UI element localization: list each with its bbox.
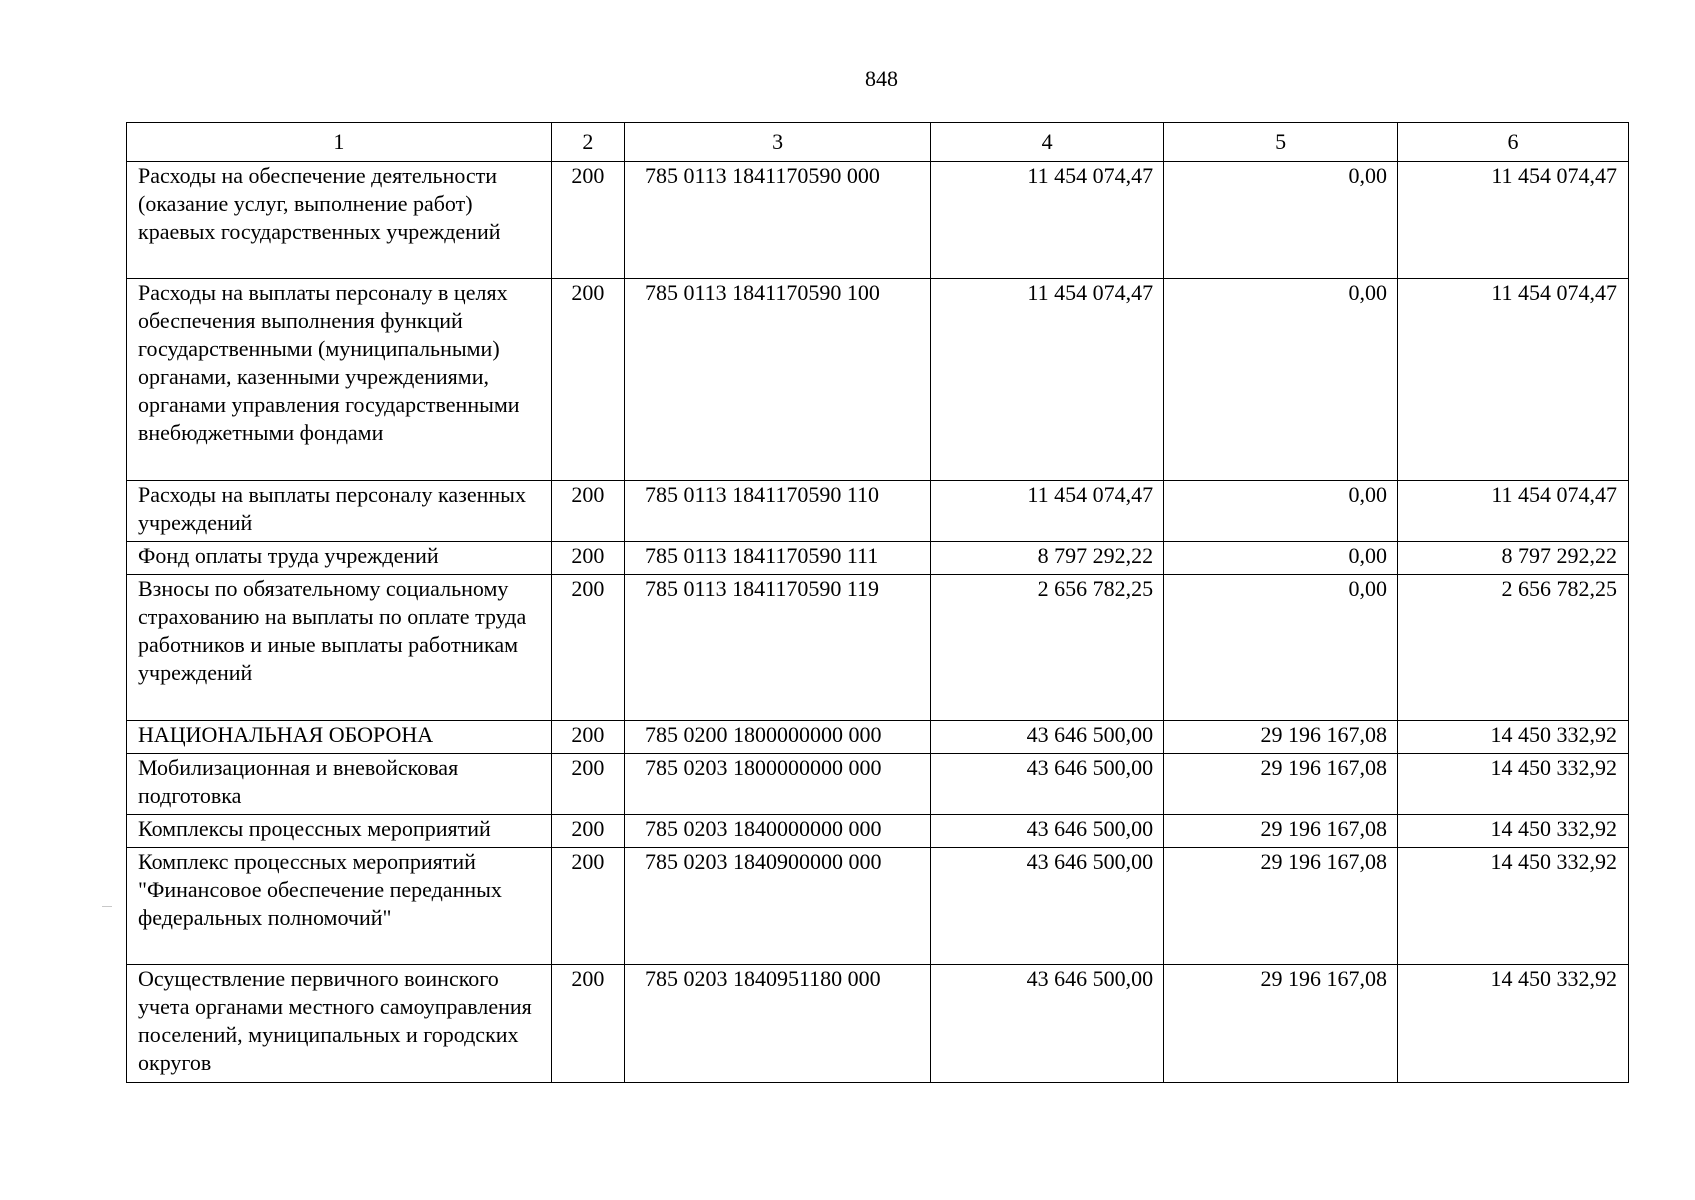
row-executed: 29 196 167,08: [1164, 965, 1398, 1083]
table-row: [127, 162, 1629, 279]
row-approved: 8 797 292,22: [931, 542, 1164, 575]
header-col-2: 2: [551, 123, 624, 162]
row-group: 200: [551, 965, 624, 1083]
row-group: 200: [551, 721, 624, 754]
row-remaining: 14 450 332,92: [1398, 848, 1629, 965]
header-col-4: 4: [931, 123, 1164, 162]
row-approved: 2 656 782,25: [931, 575, 1164, 721]
row-code: 785 0200 1800000000 000: [624, 721, 930, 754]
row-remaining: 14 450 332,92: [1398, 815, 1629, 848]
row-approved: 11 454 074,47: [931, 481, 1164, 542]
row-remaining: 2 656 782,25: [1398, 575, 1629, 721]
row-remaining: 11 454 074,47: [1398, 162, 1629, 279]
row-name: Осуществление первичного воинского учета органами местного самоуправления поселений, муниципальных и городских округов: [127, 965, 552, 1083]
header-col-3: 3: [624, 123, 930, 162]
header-col-5: 5: [1164, 123, 1398, 162]
table-row: [127, 481, 1629, 542]
row-executed: 0,00: [1164, 542, 1398, 575]
row-approved: 43 646 500,00: [931, 721, 1164, 754]
row-code: 785 0113 1841170590 111: [624, 542, 930, 575]
row-remaining: 11 454 074,47: [1398, 481, 1629, 542]
table-row: [127, 279, 1629, 481]
row-executed: 0,00: [1164, 279, 1398, 481]
row-executed: 0,00: [1164, 481, 1398, 542]
row-approved: 43 646 500,00: [931, 848, 1164, 965]
row-name: Расходы на выплаты персоналу в целях обеспечения выполнения функций государственными (муниципальными) органами, казенными учреждениями, органами управления государственными внебюджетными фондами: [127, 279, 552, 481]
row-code: 785 0203 1840951180 000: [624, 965, 930, 1083]
row-remaining: 8 797 292,22: [1398, 542, 1629, 575]
row-group: 200: [551, 481, 624, 542]
row-code: 785 0203 1840900000 000: [624, 848, 930, 965]
row-name: Комплексы процессных мероприятий: [127, 815, 552, 848]
table-row: [127, 815, 1629, 848]
scan-artifact: [102, 906, 112, 907]
row-remaining: 14 450 332,92: [1398, 721, 1629, 754]
row-remaining: 14 450 332,92: [1398, 965, 1629, 1083]
row-code: 785 0113 1841170590 110: [624, 481, 930, 542]
header-col-6: 6: [1398, 123, 1629, 162]
row-code: 785 0113 1841170590 100: [624, 279, 930, 481]
row-group: 200: [551, 575, 624, 721]
row-executed: 29 196 167,08: [1164, 848, 1398, 965]
row-approved: 43 646 500,00: [931, 754, 1164, 815]
row-name: Фонд оплаты труда учреждений: [127, 542, 552, 575]
row-name: Расходы на обеспечение деятельности (оказание услуг, выполнение работ) краевых государственных учреждений: [127, 162, 552, 279]
table-row: [127, 965, 1629, 1083]
table-row: [127, 542, 1629, 575]
row-group: 200: [551, 279, 624, 481]
row-remaining: 11 454 074,47: [1398, 279, 1629, 481]
table-header-row: [127, 123, 1629, 162]
row-executed: 29 196 167,08: [1164, 721, 1398, 754]
row-code: 785 0203 1800000000 000: [624, 754, 930, 815]
row-code: 785 0113 1841170590 000: [624, 162, 930, 279]
row-group: 200: [551, 754, 624, 815]
table-row: [127, 848, 1629, 965]
table-row: [127, 754, 1629, 815]
row-approved: 43 646 500,00: [931, 815, 1164, 848]
row-group: 200: [551, 542, 624, 575]
row-approved: 11 454 074,47: [931, 279, 1164, 481]
header-col-1: 1: [127, 123, 552, 162]
row-executed: 29 196 167,08: [1164, 754, 1398, 815]
table-row: [127, 575, 1629, 721]
row-remaining: 14 450 332,92: [1398, 754, 1629, 815]
row-name: Комплекс процессных мероприятий "Финансовое обеспечение переданных федеральных полномочий": [127, 848, 552, 965]
row-name: Взносы по обязательному социальному страхованию на выплаты по оплате труда работников и иные выплаты работникам учреждений: [127, 575, 552, 721]
row-group: 200: [551, 815, 624, 848]
row-executed: 0,00: [1164, 162, 1398, 279]
row-code: 785 0203 1840000000 000: [624, 815, 930, 848]
row-name: НАЦИОНАЛЬНАЯ ОБОРОНА: [127, 721, 552, 754]
row-code: 785 0113 1841170590 119: [624, 575, 930, 721]
row-approved: 43 646 500,00: [931, 965, 1164, 1083]
row-executed: 0,00: [1164, 575, 1398, 721]
row-group: 200: [551, 162, 624, 279]
row-executed: 29 196 167,08: [1164, 815, 1398, 848]
page-number: 848: [865, 66, 898, 91]
budget-table: [126, 122, 1629, 1083]
row-name: Расходы на выплаты персоналу казенных учреждений: [127, 481, 552, 542]
row-name: Мобилизационная и вневойсковая подготовка: [127, 754, 552, 815]
row-approved: 11 454 074,47: [931, 162, 1164, 279]
row-group: 200: [551, 848, 624, 965]
table-row: [127, 721, 1629, 754]
